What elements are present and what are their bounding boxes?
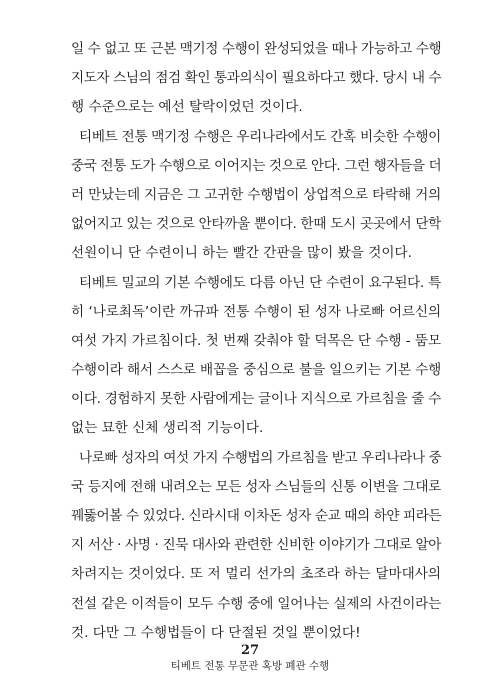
text-line: 수행이라 해서 스스로 배꼽을 중심으로 불을 일으키는 기본 수행 xyxy=(71,362,441,379)
text-line: 여섯 가지 가르침이다. 첫 번째 갖춰야 할 덕목은 단 수행 - 뚬모 xyxy=(71,332,441,349)
text-line: 선원이니 단 수련이니 하는 빨간 간판을 많이 봤을 것이다. xyxy=(71,245,412,262)
paragraph-first-line: 티베트 전통 맥기정 수행은 우리나라에서도 간혹 비슷한 수행이 xyxy=(79,128,441,145)
text-line: 없는 묘한 신체 생리적 기능이다. xyxy=(71,420,264,437)
text-line: 히 ‘나로최독’이란 까규파 전통 수행이 된 성자 나로빠 어르신의 xyxy=(71,303,441,320)
paragraph-first-line: 티베트 밀교의 기본 수행에도 다름 아닌 단 수련이 요구된다. 특 xyxy=(79,274,441,291)
text-line: 러 만났는데 지금은 그 고귀한 수행법이 상업적으로 타락해 거의 xyxy=(71,186,441,203)
text-line: 없어지고 있는 것으로 안타까울 뿐이다. 한때 도시 곳곳에서 단학 xyxy=(71,216,441,233)
text-line: 꿰뚫어볼 수 있었다. 신라시대 이차돈 성자 순교 때의 하얀 피라든 xyxy=(71,508,442,524)
running-footer-title: 티베트 전통 무문관 혹방 폐관 수행 xyxy=(170,660,330,672)
text-line: 지도자 스님의 점검 확인 통과의식이 필요하다고 했다. 당시 내 수 xyxy=(71,70,442,87)
text-line: 국 등지에 전해 내려오는 모든 성자 스님들의 신통 이변을 그대로 xyxy=(71,478,441,495)
page-number: 27 xyxy=(240,643,260,658)
text-line: 지 서산 · 사명 · 진묵 대사와 관련한 신비한 이야기가 그대로 알아 xyxy=(71,537,441,554)
body-text xyxy=(71,35,441,648)
text-line: 행 수준으로는 예선 탈락이었던 것이다. xyxy=(71,99,303,116)
paragraph-first-line: 나로빠 성자의 여섯 가지 수행법의 가르침을 받고 우리나라나 중 xyxy=(79,449,442,466)
text-line: 이다. 경험하지 못한 사람에게는 글이나 지식으로 가르침을 줄 수 xyxy=(71,391,441,408)
text-line: 중국 전통 도가 수행으로 이어지는 것으로 안다. 그런 행자들을 더 xyxy=(71,157,442,174)
text-line: 일 수 없고 또 근본 맥기정 수행이 완성되었을 때나 가능하고 수행 xyxy=(71,41,442,57)
text-line: 차려지는 것이었다. 또 저 멀리 선가의 초조라 하는 달마대사의 xyxy=(71,566,441,583)
text-line: 전설 같은 이적들이 모두 수행 중에 일어나는 실제의 사건이라는 xyxy=(71,595,441,612)
text-line: 것. 다만 그 수행법들이 다 단절된 것일 뿐이었다! xyxy=(71,624,361,641)
